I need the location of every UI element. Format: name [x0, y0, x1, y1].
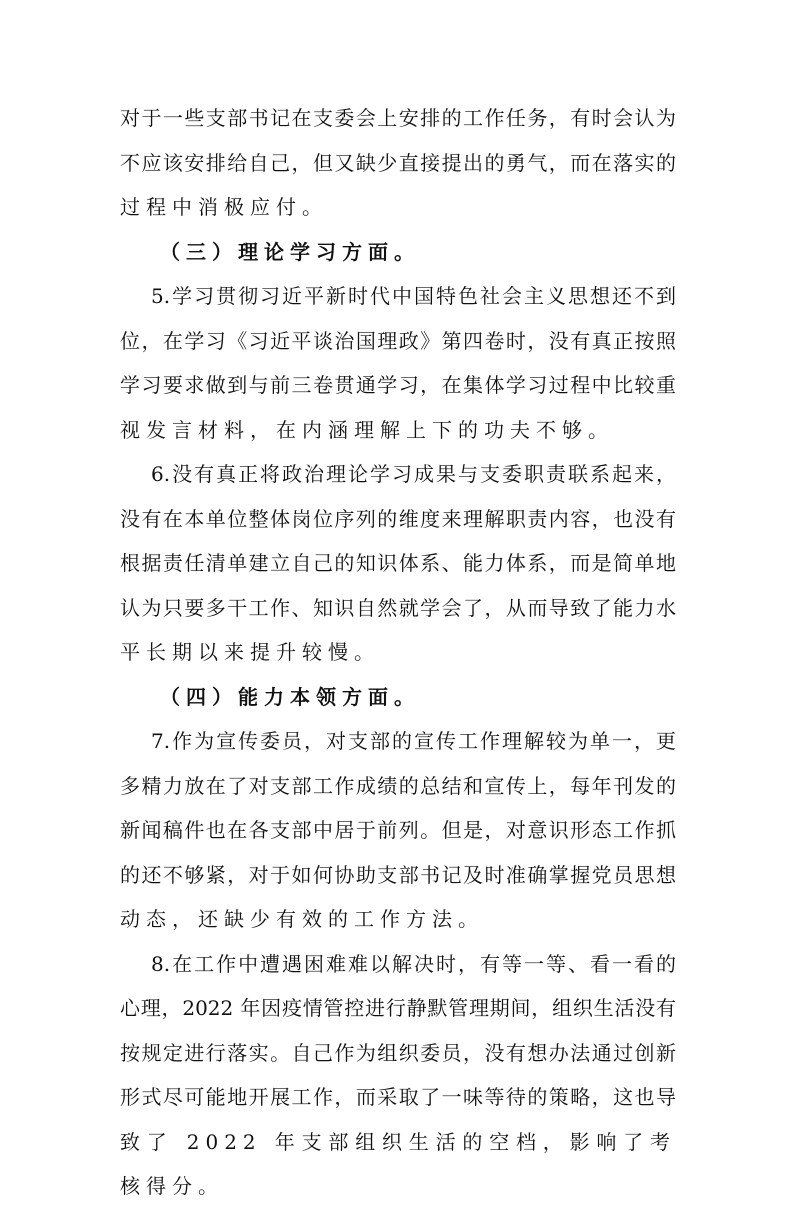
- text-line: 根据责任清单建立自己的知识体系、能力体系，而是简单地: [120, 551, 676, 575]
- text-line: 按规定进行落实。自己作为组织委员，没有想办法通过创新: [120, 1040, 676, 1065]
- paragraph: [120, 942, 676, 1209]
- paragraph: [120, 452, 676, 675]
- section-heading: [120, 230, 676, 275]
- text-line: 没有在本单位整体岗位序列的维度来理解职责内容，也没有: [120, 506, 676, 531]
- document-page: [120, 96, 676, 1209]
- section-heading: [120, 675, 676, 720]
- text-line: 对于一些支部书记在支委会上安排的工作任务，有时会认为: [120, 106, 676, 130]
- text-line: 致了 2022 年支部组织生活的空档，影响了考核得分。: [120, 1129, 676, 1198]
- text-line: 新闻稿件也在各支部中居于前列。但是，对意识形态工作抓: [120, 818, 676, 842]
- text-line: 的还不够紧，对于如何协助支部书记及时准确掌握党员思想: [120, 862, 676, 887]
- text-line: 心理，2022 年因疫情管控进行静默管理期间，组织生活没有: [120, 996, 676, 1020]
- text-line: 过程中消极应付。: [120, 195, 328, 219]
- paragraph: [120, 719, 676, 942]
- text-line: 形式尽可能地开展工作，而采取了一味等待的策略，这也导: [120, 1085, 676, 1109]
- text-line: （四）能力本领方面。: [160, 684, 420, 709]
- text-line: 平长期以来提升较慢。: [120, 640, 380, 664]
- text-line: 7.作为宣传委员，对支部的宣传工作理解较为单一，更: [151, 729, 676, 753]
- paragraph: [120, 274, 676, 452]
- text-line: 5.学习贯彻习近平新时代中国特色社会主义思想还不到: [151, 284, 676, 308]
- text-line: 8.在工作中遭遇困难难以解决时，有等一等、看一看的: [151, 951, 676, 976]
- text-line: 动态，还缺少有效的工作方法。: [120, 907, 484, 931]
- text-line: 6.没有真正将政治理论学习成果与支委职责联系起来，: [151, 462, 676, 486]
- text-line: （三）理论学习方面。: [160, 239, 420, 264]
- paragraph: [120, 96, 676, 230]
- text-line: 不应该安排给自己，但又缺少直接提出的勇气，而在落实的: [120, 150, 676, 175]
- text-line: 认为只要多干工作、知识自然就学会了，从而导致了能力水: [120, 595, 676, 620]
- text-line: 位，在学习《习近平谈治国理政》第四卷时，没有真正按照: [120, 328, 676, 353]
- text-line: 多精力放在了对支部工作成绩的总结和宣传上，每年刊发的: [120, 773, 676, 798]
- text-line: 学习要求做到与前三卷贯通学习，在集体学习过程中比较重: [120, 373, 676, 397]
- text-line: 视发言材料，在内涵理解上下的功夫不够。: [120, 417, 614, 442]
